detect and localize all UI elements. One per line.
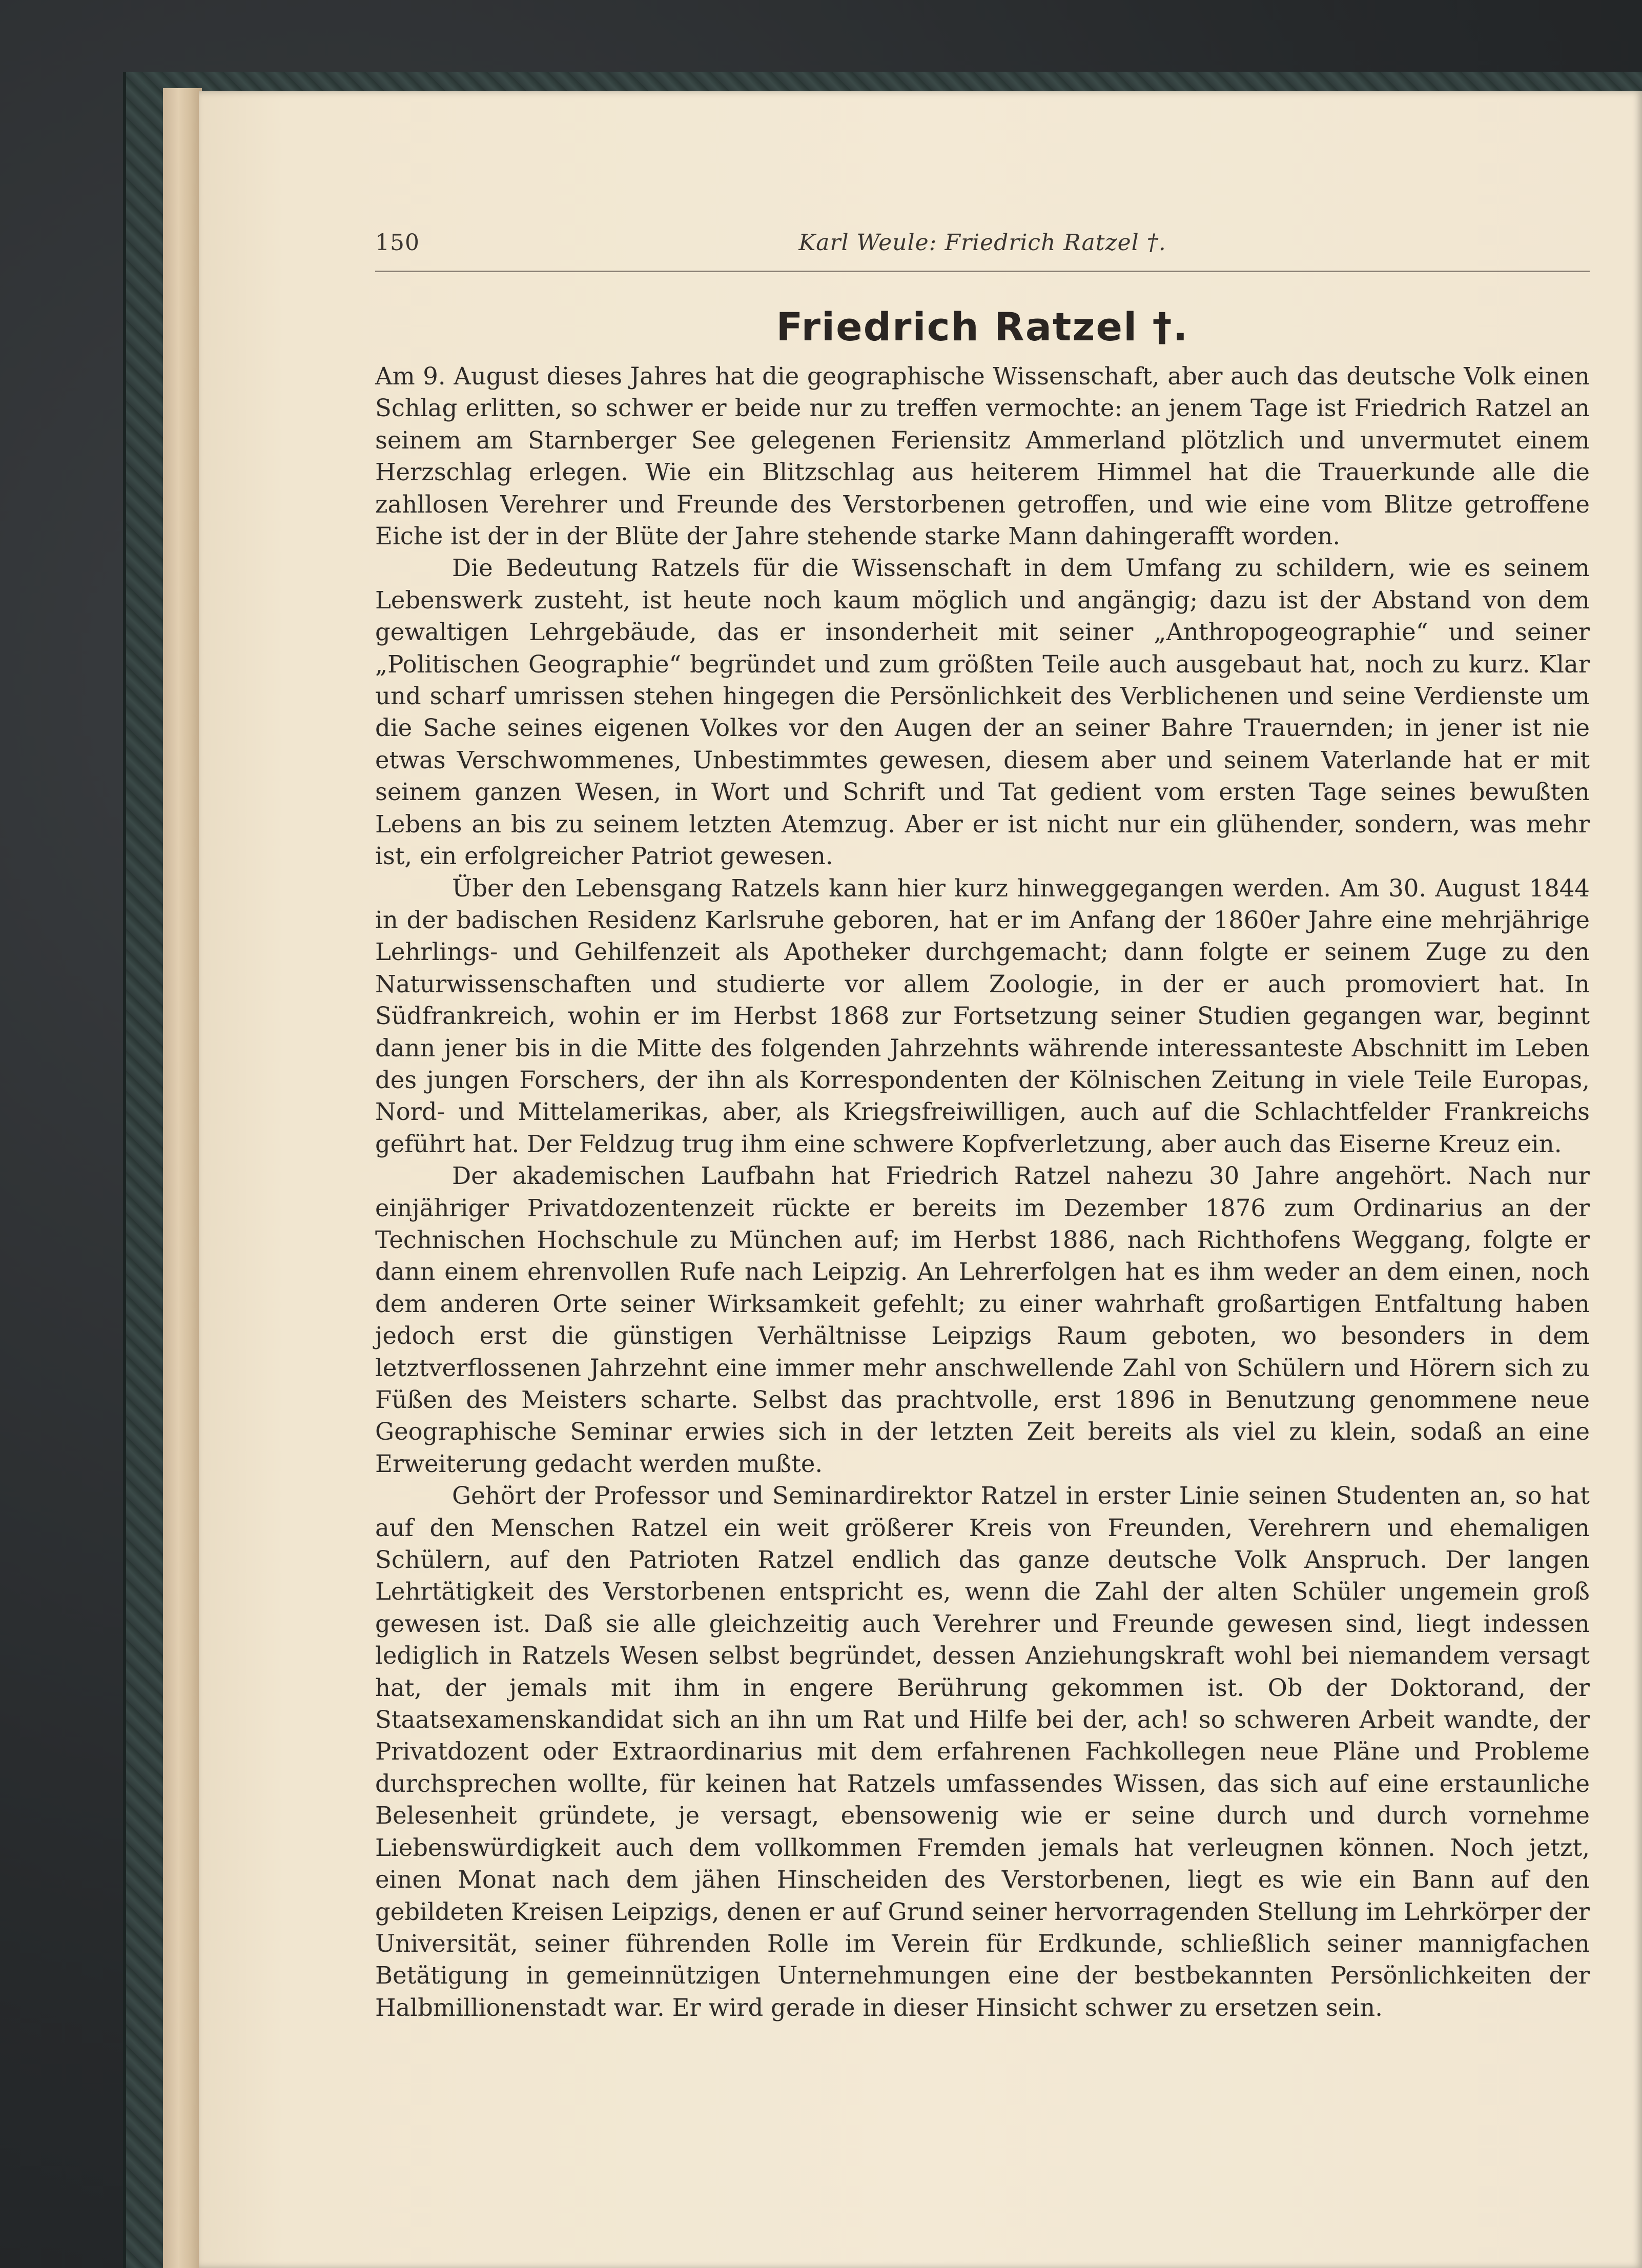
page-edges	[163, 88, 202, 2268]
book-page	[199, 91, 1642, 2268]
running-head: Karl Weule: Friedrich Ratzel †.	[798, 230, 1166, 256]
article-title: Friedrich Ratzel †.	[776, 304, 1189, 350]
header-rule	[375, 271, 1590, 272]
paragraph-5: Gehört der Professor und Seminardirektor Ratzel in erster Linie seinen Studenten an, so hat auf den Menschen Ratzel ein weit größerer Kreis von Freunden, Verehrern und ehemaligen Schülern, auf den Patrioten Ratzel endlich das ganze deutsche Volk Anspruch. Der langen Lehrtätigkeit des Verstorbenen entspricht es, wenn die Zahl der alten Schüler ungemein groß gewesen ist. Daß sie alle gleichzeitig auch Verehrer und Freunde gewesen sind, liegt indessen lediglich in Ratzels Wesen selbst begründet, dessen Anziehungskraft wohl bei niemandem versagt hat, der jemals mit ihm in engere Berührung gekommen ist. Ob der Doktorand, der Staatsexamenskandidat sich an ihn um Rat und Hilfe bei der, ach! so schweren Arbeit wandte, der Privatdozent oder Extraordinarius mit dem erfahrenen Fachkollegen neue Pläne und Probleme durchsprechen wollte, für keinen hat Ratzels umfassendes Wissen, das sich auf eine erstaunliche Belesenheit gründete, je versagt, ebensowenig wie er seine durch und durch vornehme Liebenswürdigkeit auch dem vollkommen Fremden jemals hat verleugnen können. Noch jetzt, einen Monat nach dem jähen Hinscheiden des Verstorbenen, liegt es wie ein Bann auf den gebildeten Kreisen Leipzigs, denen er auf Grund seiner hervorragenden Stellung im Lehrkörper der Universität, seiner führenden Rolle im Verein für Erdkunde, schließlich seiner mannigfachen Betätigung in gemeinnützigen Unternehmungen eine der bestbekannten Persönlichkeiten der Halbmillionenstadt war. Er wird gerade in dieser Hinsicht schwer zu ersetzen sein.	[375, 1482, 1590, 2021]
article-body	[375, 360, 1590, 2024]
paragraph-1: Am 9. August dieses Jahres hat die geographische Wissenschaft, aber auch das deutsche Volk einen Schlag erlitten, so schwer er beide nur zu treffen vermochte: an jenem Tage ist Friedrich Ratzel an seinem am Starnberger See gelegenen Feriensitz Ammerland plötzlich und unvermutet einem Herzschlag erlegen. Wie ein Blitzschlag aus heiterem Himmel hat die Trauerkunde alle die zahllosen Verehrer und Freunde des Verstorbenen getroffen, und wie eine vom Blitze getroffene Eiche ist der in der Blüte der Jahre stehende starke Mann dahingerafft worden.	[375, 362, 1590, 550]
page-number: 150	[375, 230, 420, 256]
paragraph-2: Die Bedeutung Ratzels für die Wissenschaft in dem Umfang zu schildern, wie es seinem Lebenswerk zusteht, ist heute noch kaum möglich und angängig; dazu ist der Abstand von dem gewaltigen Lehrgebäude, das er insonderheit mit seiner „Anthropogeographie“ und seiner „Politischen Geographie“ begründet und zum größten Teile auch ausgebaut hat, noch zu kurz. Klar und scharf umrissen stehen hingegen die Persönlichkeit des Verblichenen und seine Verdienste um die Sache seines eigenen Volkes vor den Augen der an seiner Bahre Trauernden; in jener ist nie etwas Verschwommenes, Unbestimmtes gewesen, diesem aber und seinem Vaterlande hat er mit seinem ganzen Wesen, in Wort und Schrift und Tat gedient vom ersten Tage seines bewußten Lebens an bis zu seinem letzten Atemzug. Aber er ist nicht nur ein glühender, sondern, was mehr ist, ein erfolgreicher Patriot gewesen.	[375, 554, 1590, 870]
paragraph-4: Der akademischen Laufbahn hat Friedrich Ratzel nahezu 30 Jahre angehört. Nach nur einjähriger Privatdozentenzeit rückte er bereits im Dezember 1876 zum Ordinarius an der Technischen Hochschule zu München auf; im Herbst 1886, nach Richthofens Weggang, folgte er dann einem ehrenvollen Rufe nach Leipzig. An Lehrerfolgen hat es ihm weder an dem einen, noch dem anderen Orte seiner Wirksamkeit gefehlt; zu einer wahrhaft großartigen Entfaltung haben jedoch erst die günstigen Verhältnisse Leipzigs Raum geboten, wo besonders in dem letztverflossenen Jahrzehnt eine immer mehr anschwellende Zahl von Schülern und Hörern sich zu Füßen des Meisters scharte. Selbst das prachtvolle, erst 1896 in Benutzung genommene neue Geographische Seminar erwies sich in der letzten Zeit bereits als viel zu klein, sodaß an eine Erweiterung gedacht werden mußte.	[375, 1162, 1590, 1478]
page-header	[375, 230, 1590, 260]
paragraph-3: Über den Lebensgang Ratzels kann hier kurz hinweggegangen werden. Am 30. August 1844 in der badischen Residenz Karlsruhe geboren, hat er im Anfang der 1860er Jahre eine mehrjährige Lehrlings- und Gehilfenzeit als Apotheker durchgemacht; dann folgte er seinem Zuge zu den Naturwissenschaften und studierte vor allem Zoologie, in der er auch promoviert hat. In Südfrankreich, wohin er im Herbst 1868 zur Fortsetzung seiner Studien gegangen war, beginnt dann jener bis in die Mitte des folgenden Jahrzehnts währende interessanteste Abschnitt im Leben des jungen Forschers, der ihn als Korrespondenten der Kölnischen Zeitung in viele Teile Europas, Nord- und Mittelamerikas, aber, als Kriegsfreiwilligen, auch auf die Schlachtfelder Frankreichs geführt hat. Der Feldzug trug ihm eine schwere Kopfverletzung, aber auch das Eiserne Kreuz ein.	[375, 874, 1590, 1158]
